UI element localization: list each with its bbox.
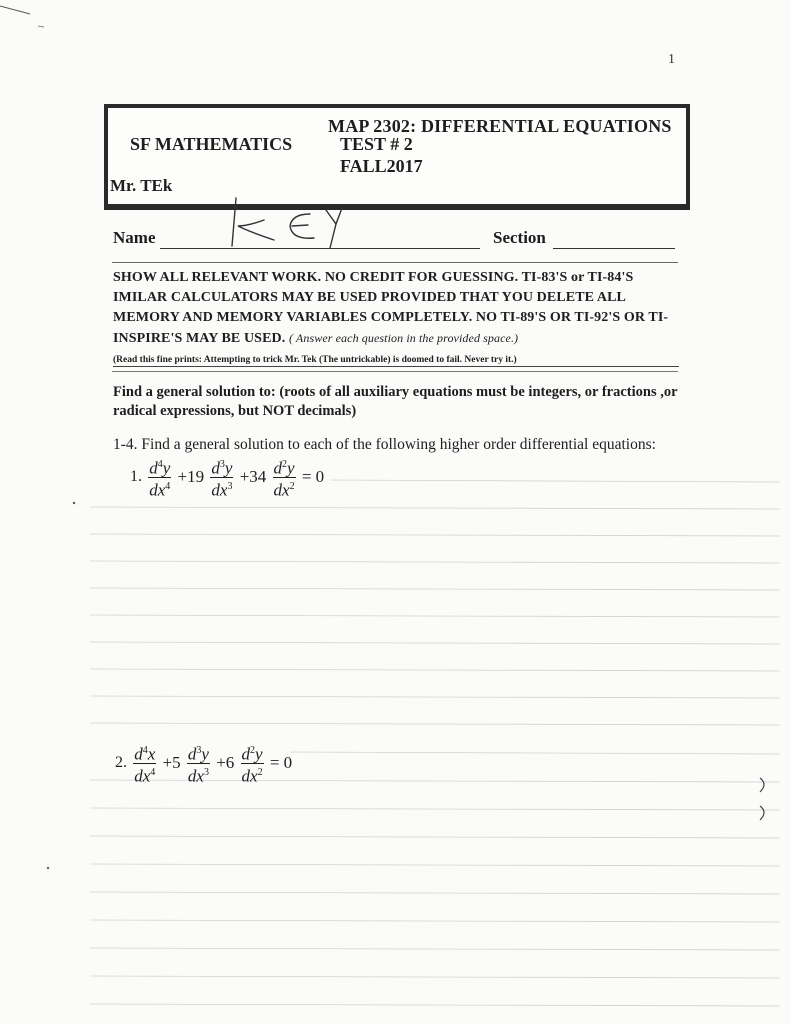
scan-mark bbox=[760, 778, 764, 792]
handwritten-key bbox=[218, 192, 368, 252]
problem-2-equation bbox=[113, 742, 294, 784]
problem-number: 2. bbox=[115, 754, 127, 772]
scan-mark bbox=[47, 867, 49, 869]
instructions bbox=[113, 268, 683, 349]
name-label: Name bbox=[113, 228, 156, 247]
coefficient: +6 bbox=[216, 753, 235, 773]
scan-mark bbox=[73, 502, 75, 504]
coefficient: +5 bbox=[162, 753, 181, 773]
problem-number: 1. bbox=[130, 468, 142, 486]
problem-1-equation bbox=[128, 456, 326, 498]
problem-intro: 1-4. Find a general solution to each of the following higher order differential equations: bbox=[113, 436, 656, 453]
general-solution-directions: Find a general solution to: (roots of all auxiliary equations must be integers, or fractions ,or radical expressions, but NOT decimals) bbox=[113, 384, 678, 419]
equals-zero: = 0 bbox=[301, 467, 325, 487]
third-derivative-term: $\frac{d^3y}{dx^3}$ bbox=[210, 456, 233, 498]
scan-mark bbox=[0, 6, 30, 14]
fine-print: (Read this fine prints: Attempting to trick Mr. Tek (The untrickable) is doomed to fail. Never try it.) bbox=[113, 355, 679, 367]
second-derivative-term: $\frac{d^2y}{dx^2}$ bbox=[273, 456, 296, 498]
section-label: Section bbox=[493, 228, 546, 247]
teacher-name: Mr. TEk bbox=[110, 176, 173, 195]
scan-mark bbox=[38, 26, 44, 27]
divider bbox=[112, 262, 678, 263]
term: FALL2017 bbox=[340, 156, 423, 176]
coefficient: +19 bbox=[177, 467, 205, 487]
coefficient: +34 bbox=[239, 467, 267, 487]
fourth-derivative-term: $\frac{d^4x}{dx^4}$ bbox=[133, 742, 156, 784]
course-title: MAP 2302: DIFFERENTIAL EQUATIONS bbox=[328, 116, 672, 136]
fourth-derivative-term: $\frac{d^4y}{dx^4}$ bbox=[148, 456, 171, 498]
second-derivative-term: $\frac{d^2y}{dx^2}$ bbox=[241, 742, 264, 784]
test-number: TEST # 2 bbox=[340, 134, 413, 154]
instructions-text: SHOW ALL RELEVANT WORK. NO CREDIT FOR GUESSING. TI-83'S or TI-84'S IMILAR CALCULATORS MAY BE USED PROVIDED THAT YOU DELETE ALL MEMORY AND MEMORY VARIABLES COMPLETELY. NO TI-89'S OR TI-92'S OR TI-INSPIRE'S MAY BE USED. bbox=[113, 270, 669, 346]
instructions-note: ( Answer each question in the provided space.) bbox=[288, 331, 519, 345]
third-derivative-term: $\frac{d^3y}{dx^3}$ bbox=[187, 742, 210, 784]
test-header-box bbox=[104, 104, 690, 210]
department: SF MATHEMATICS bbox=[130, 134, 293, 154]
section-field-line[interactable] bbox=[553, 248, 675, 249]
scan-mark bbox=[760, 806, 764, 820]
page-number: 1 bbox=[668, 52, 675, 67]
equals-zero: = 0 bbox=[269, 753, 293, 773]
divider bbox=[112, 371, 678, 372]
